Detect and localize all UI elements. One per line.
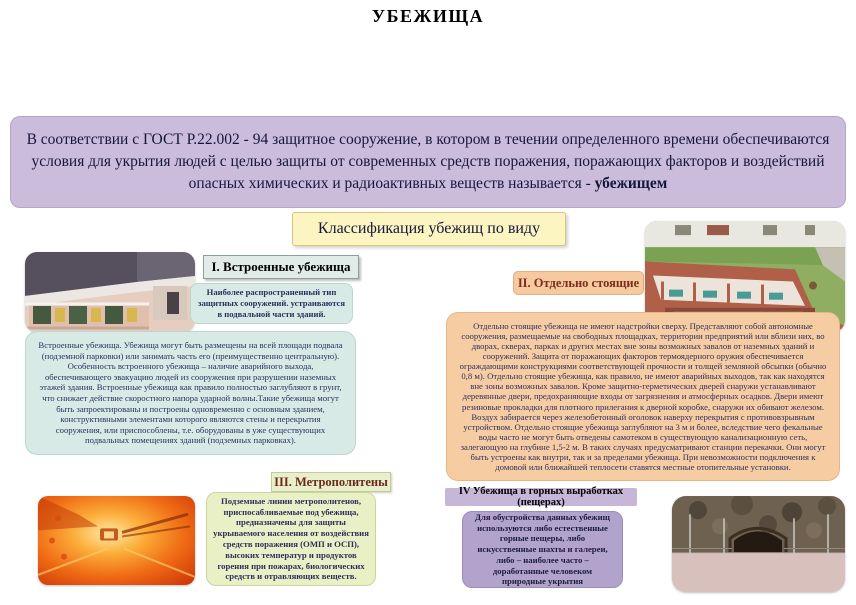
metro-tunnel-image: [38, 496, 195, 585]
section-metro-header: III. Метрополитены: [271, 472, 391, 492]
definition-box: [10, 116, 846, 208]
classification-title: Классификация убежищ по виду: [317, 220, 541, 237]
section-caves-body: Для обустройства данных убежищ используются либо естественные горные пещеры, либо искусственные шахты и галереи, либо – наиболее часто – доработанные человеком природные укрытия: [462, 511, 623, 588]
page-title: УБЕЖИЩА: [371, 6, 485, 26]
built-in-shelter-cutaway-illustration: [25, 252, 195, 332]
section-standalone-header: II. Отдельно стоящие: [513, 271, 644, 295]
definition-text: В соответствии с ГОСТ Р.22.002 - 94 защитное сооружение, в котором в течении определенного времени обеспечиваются условия для укрытия людей с целью защиты от современных средств поражения, поражающих факторов и воздействий опасных химических и радиоактивных веществ называется - убежищем: [26, 131, 830, 192]
section-builtin-header: I. Встроенные убежища: [203, 255, 359, 279]
section-caves-header: IV Убежища в горных выработках (пещерах): [445, 488, 637, 506]
section-standalone-body: Отдельно стоящие убежища не имеют надстройки сверху. Представляют собой автономные сооружения, размещаемые на свободных площадках, территории предприятий или вблизи них, во дворах, скверах, парках и других местах вне зоны возможных завалов от наземных зданий и сооружений. Защита от поражающих факторов термоядерного оружия обеспечивается ограждающими конструкциями соответствующей прочности и толщей земляной обсыпки (обычно 0,8 м). Отдельно стоящие убежища, как правило, не имеют аварийных выходов, так как находятся вне зоны возможных завалов. Кроме защитно-герметических дверей снаружи устанавливают деревянные двери, предохраняющие входы от загрязнения и атмосферных осадков. Двери имеют резиновые прокладки для плотного прилегания к дверной коробке, снаружи их обивают железом. Воздух забирается через железобетонный оголовок наверху перекрытия с противовзрывным устройством. Отдельно стоящие убежища заглубляют на 3 м и более, вследствие чего фекальные воды часто не могут быть отведены самотеком в существующую канализационную сеть, залегающую на глубине 1,5-2 м. В таких случаях предусматривают станции перекачки. Они могут быть устроены как внутри, так и за пределами убежища. При невозможности подключения к домовой или ближайшей теплосети ставятся местные отопительные установки.: [446, 312, 840, 481]
section-builtin-summary: Наиболее распространенный тип защитных сооружений. устраиваются в подвальной части зданий.: [190, 283, 353, 324]
metro-tunnel-photo: [38, 496, 195, 585]
definition-term: убежищем: [594, 174, 668, 192]
built-in-shelter-image: [25, 252, 195, 332]
mountain-tunnel-entrance-photo: [672, 496, 845, 592]
section-metro-body: Подземные линии метрополитенов, приспосабливаемые под убежища, предназначены для защиты укрываемого населения от воздействия средств поражения (ОМП и ОСП), высоких температур и продуктов горения при пожарах, биологических средств и отравляющих веществ.: [206, 492, 376, 586]
classification-title-box: [292, 212, 566, 246]
section-builtin-body: Встроенные убежища. Убежища могут быть размещены на всей площади подвала (подземной парковки) или занимать часть его (преимущественно центральную). Особенность встроенного убежища – наличие аварийного выхода, обеспечивающего эвакуацию людей из сооружения при разрушении наземных этажей здания. Встроенные убежища как правило полностью заглубляют в грунт, что снижает действие скоростного напора ударной волны.Такие убежища могут быть запроектированы и построены одновременно с основным зданием, конструктивными элементами которого являются стены и перекрытия сооружения, или приспособлены, т.е. оборудованы в уже существующих подвальных помещениях зданий (подземных парковках).: [25, 331, 356, 455]
mountain-tunnel-image: [672, 496, 845, 592]
